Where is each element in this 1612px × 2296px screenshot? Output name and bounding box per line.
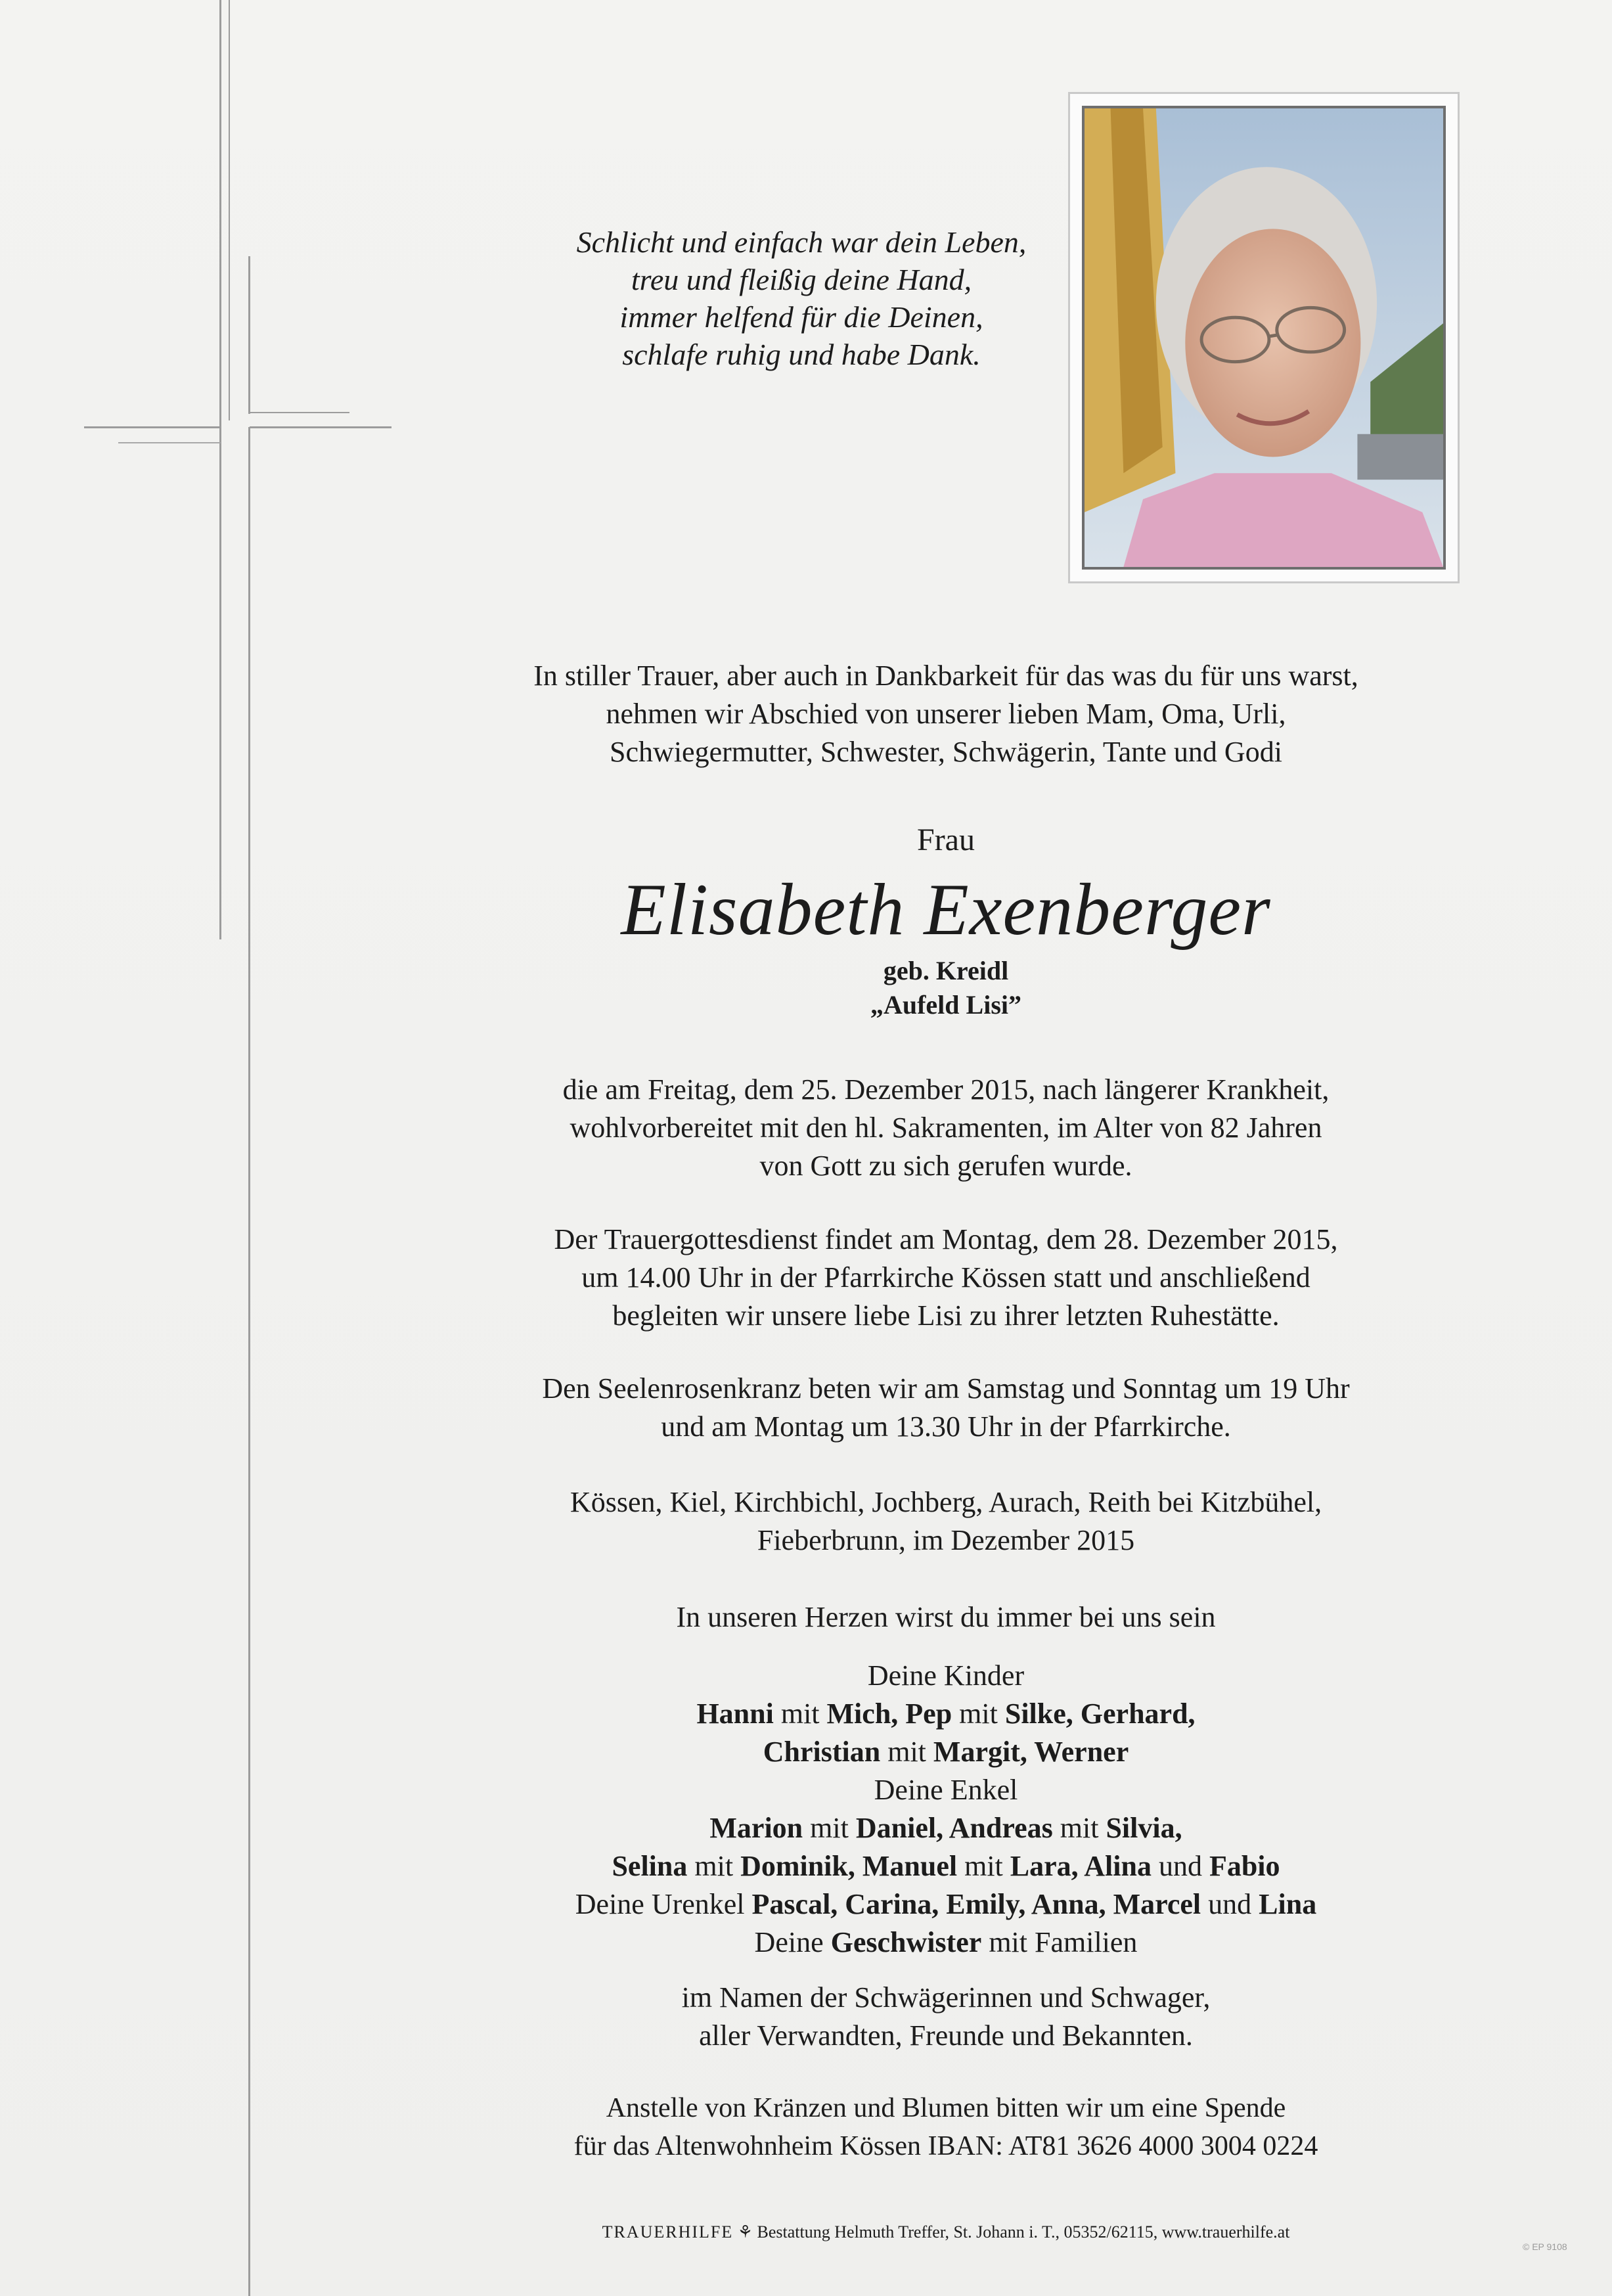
rosary-line: und am Montag um 13.30 Uhr in der Pfarrkirche. [661,1410,1231,1443]
places-line: Fieberbrunn, im Dezember 2015 [757,1524,1135,1556]
deceased-name: Elisabeth Exenberger [621,869,1271,951]
grandchildren-line [355,1847,1537,1885]
family-name: Margit, Werner [933,1736,1129,1768]
family-connector: mit Familien [981,1926,1138,1958]
rosary-notice [355,1370,1537,1446]
intro-line: Schwiegermutter, Schwester, Schwägerin, Tante und Godi [610,736,1282,768]
portrait-frame [1068,92,1460,583]
salutation: Frau [917,822,975,857]
family-name: Marion [709,1812,803,1844]
funeral-home-footer [355,2222,1537,2242]
death-notice [355,1071,1537,1185]
family-connector: mit [1052,1812,1106,1844]
family-name: Mich, Pep [826,1698,952,1730]
places-date [355,1483,1537,1560]
death-line: von Gott zu sich gerufen wurde. [759,1150,1132,1182]
donation-line: für das Altenwohnheim Kössen IBAN: AT81 3626 4000 3004 0224 [573,2131,1318,2161]
grandchildren-line [355,1809,1537,1847]
footer-text: Bestattung Helmuth Treffer, St. Johann i. T., 05352/62115, www.trauerhilfe.at [757,2222,1290,2241]
family-name: Silvia, [1106,1812,1182,1844]
children-label: Deine Kinder [867,1659,1025,1692]
service-line: um 14.00 Uhr in der Pfarrkirche Kössen statt und anschließend [581,1261,1310,1294]
nickname: „Aufeld Lisi” [870,990,1022,1020]
family-connector: mit [687,1850,741,1882]
siblings-line [355,1924,1537,1962]
verse-line: Schlicht und einfach war dein Leben, [576,225,1027,259]
relatives-line: aller Verwandten, Freunde und Bekannten. [699,2019,1193,2052]
print-code: © EP 9108 [1523,2241,1567,2252]
family-connector: mit [773,1698,827,1730]
portrait-photo-icon [1085,108,1443,567]
verse-line: schlafe ruhig und habe Dank. [622,338,981,371]
family-name: Lara, Alina [1010,1850,1152,1882]
family-name: Dominik, Manuel [740,1850,958,1882]
death-line: die am Freitag, dem 25. Dezember 2015, nach längerer Krankheit, [562,1073,1330,1106]
family-connector: Deine [754,1926,831,1958]
great-grandchildren-line [355,1885,1537,1924]
children-line [355,1733,1537,1771]
family-connector: Deine Urenkel [575,1888,752,1920]
maiden-name: geb. Kreidl [883,956,1009,985]
intro-line: nehmen wir Abschied von unserer lieben Mam, Oma, Urli, [606,698,1286,730]
children-line [355,1695,1537,1733]
family-list [355,1657,1537,1962]
relatives [355,1979,1537,2055]
portrait-photo [1082,106,1446,570]
family-name: Christian [763,1736,881,1768]
maiden-name-block [355,954,1537,1022]
donation-request [355,2089,1537,2165]
family-connector: mit [957,1850,1010,1882]
verse-line: immer helfend für die Deinen, [619,300,983,334]
flower-icon: ⚘ [737,2222,753,2241]
service-line: begleiten wir unsere liebe Lisi zu ihrer letzten Ruhestätte. [612,1299,1280,1332]
family-name: Geschwister [830,1926,982,1958]
family-name: Daniel, Andreas [855,1812,1053,1844]
verse-line: treu und fleißig deine Hand, [631,263,972,296]
grandchildren-label: Deine Enkel [874,1774,1018,1806]
family-connector: und [1201,1888,1259,1920]
funeral-service [355,1221,1537,1335]
family-connector: mit [880,1736,933,1768]
death-line: wohlvorbereitet mit den hl. Sakramenten, im Alter von 82 Jahren [570,1112,1322,1144]
relatives-line: im Namen der Schwägerinnen und Schwager, [681,1981,1211,2014]
family-name: Hanni [696,1698,774,1730]
intro-text [355,657,1537,771]
family-name: Silke, Gerhard, [1004,1698,1196,1730]
verse [473,223,1130,373]
family-name: Selina [612,1850,688,1882]
donation-line: Anstelle von Kränzen und Blumen bitten wir um eine Spende [606,2093,1286,2123]
family-name: Pascal, Carina, Emily, Anna, Marcel [751,1888,1201,1920]
family-connector: mit [803,1812,856,1844]
family-name: Lina [1259,1888,1317,1920]
family-name: Fabio [1209,1850,1280,1882]
in-hearts-line: In unseren Herzen wirst du immer bei uns sein [676,1601,1216,1633]
service-line: Der Trauergottesdienst findet am Montag, dem 28. Dezember 2015, [554,1223,1338,1255]
family-connector: mit [952,1698,1005,1730]
family-connector: und [1151,1850,1209,1882]
places-line: Kössen, Kiel, Kirchbichl, Jochberg, Aurach, Reith bei Kitzbühel, [570,1486,1322,1518]
rosary-line: Den Seelenrosenkranz beten wir am Samstag und Sonntag um 19 Uhr [542,1372,1350,1405]
footer-brand: TRAUERHILFE [602,2222,734,2241]
intro-line: In stiller Trauer, aber auch in Dankbarkeit für das was du für uns warst, [533,660,1358,692]
